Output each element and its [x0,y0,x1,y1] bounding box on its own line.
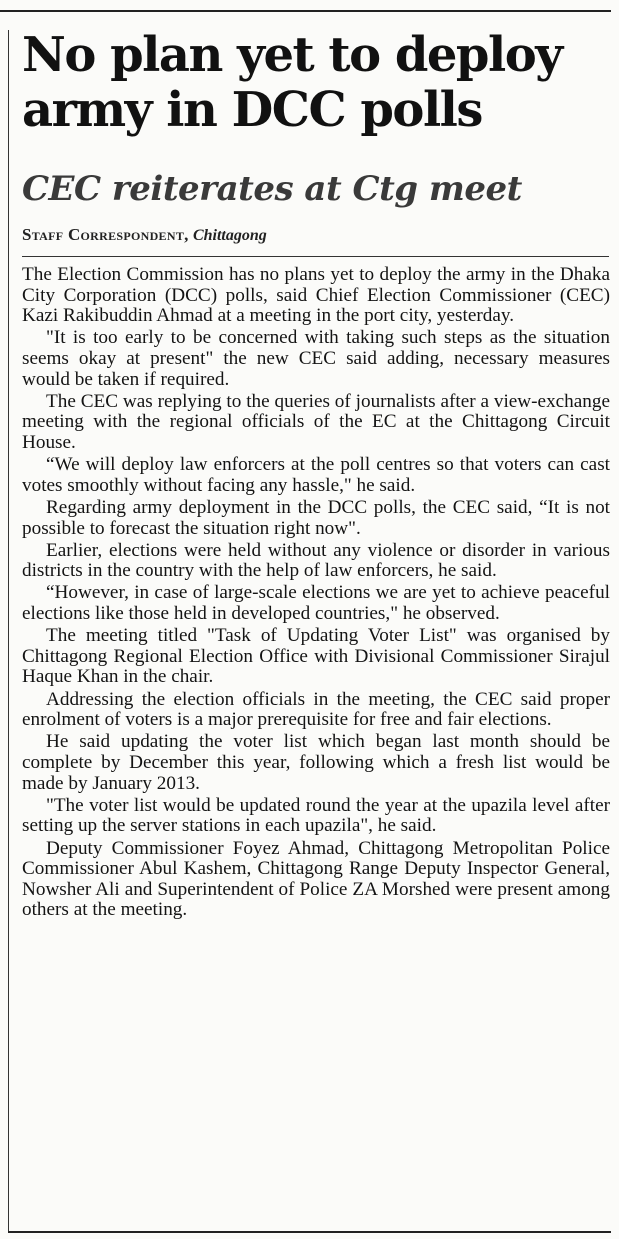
top-rule [0,10,611,12]
paragraph: Regarding army deployment in the DCC polls, the CEC said, “It is not possible to forecast the situation right now". [22,496,610,539]
article-body [22,265,610,923]
bottom-rule [8,1231,611,1233]
paragraph: Earlier, elections were held without any violence or disorder in various districts in the country with the help of law enforcers, he said. [22,539,610,582]
paragraph: The CEC was replying to the queries of journalists after a view-exchange meeting with the regional officials of the EC at the Chittagong Circuit House. [22,390,610,453]
subheadline: CEC reiterates at Ctg meet [22,169,522,209]
paragraph: “However, in case of large-scale elections we are yet to achieve peaceful elections like those held in developed countries," he observed. [22,582,610,625]
paragraph: The Election Commission has no plans yet to deploy the army in the Dhaka City Corporation (DCC) polls, said Chief Election Commissioner (CEC) Kazi Rakibuddin Ahmad at a meeting in the port city, yesterday. [22,264,610,327]
paragraph: The meeting titled "Task of Updating Voter List" was organised by Chittagong Regional Election Office with Divisional Commissioner Sirajul Haque Khan in the chair. [22,625,610,688]
paragraph: Addressing the election officials in the meeting, the CEC said proper enrolment of voters is a major prerequisite for free and fair elections. [22,688,610,731]
column-left-rule [8,30,9,1233]
headline: No plan yet to deploy army in DCC polls [22,27,562,138]
byline [22,224,267,247]
byline-role: Staff Correspondent, [22,225,189,244]
byline-rule [22,256,609,257]
paragraph: “We will deploy law enforcers at the poll centres so that voters can cast votes smoothly without facing any hassle," he said. [22,454,610,496]
paragraph: "The voter list would be updated round the year at the upazila level after setting up the server stations in each upazila", he said. [22,794,610,837]
byline-place: Chittagong [192,227,267,244]
paragraph: "It is too early to be concerned with taking such steps as the situation seems okay at present" the new CEC said adding, necessary measures would be taken if required. [22,327,610,390]
paragraph: He said updating the voter list which began last month should be complete by December this year, following which a fresh list would be made by January 2013. [22,731,610,794]
paragraph: Deputy Commissioner Foyez Ahmad, Chittagong Metropolitan Police Commissioner Abul Kashem, Chittagong Range Deputy Inspector General, Nowsher Ali and Superintendent of Police ZA Morshed were present among others at the meeting. [22,837,610,921]
